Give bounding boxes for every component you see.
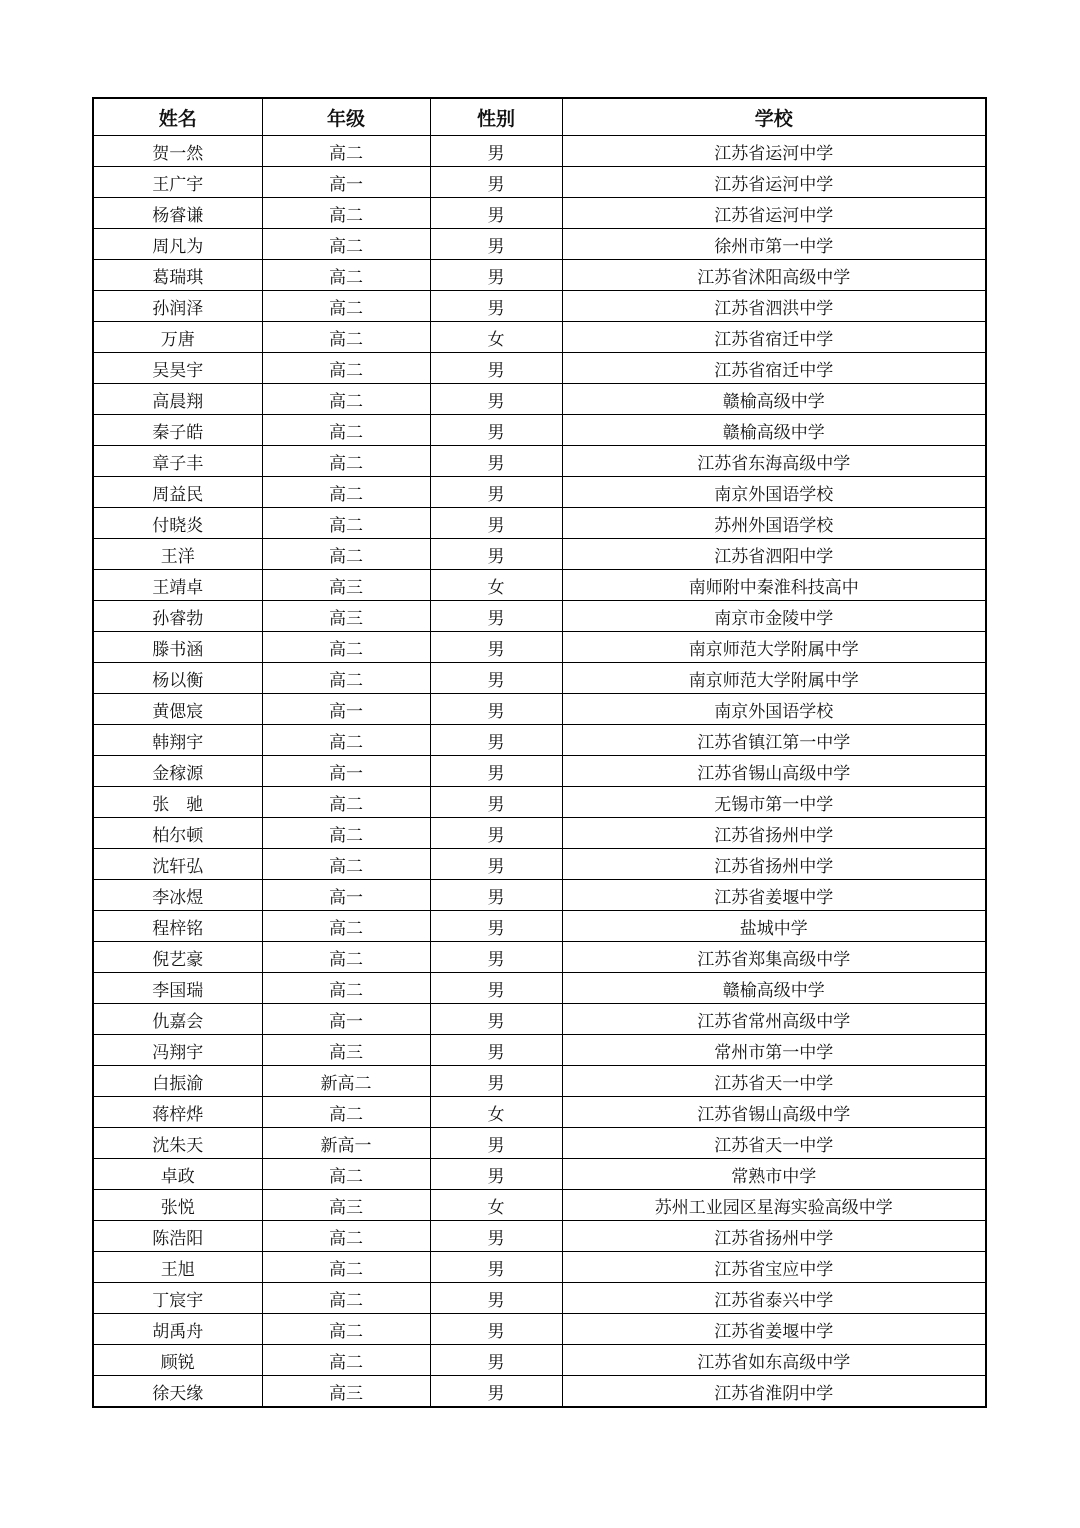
cell-grade: 高二: [262, 291, 430, 322]
cell-gender: 男: [430, 818, 562, 849]
table-row: [93, 1190, 986, 1221]
cell-name: 倪艺豪: [93, 942, 262, 973]
header-gender: 性别: [430, 98, 562, 136]
cell-name: 孙睿勃: [93, 601, 262, 632]
cell-gender: 男: [430, 1066, 562, 1097]
cell-grade: 高一: [262, 694, 430, 725]
table-body: [93, 136, 986, 1408]
table-row: [93, 973, 986, 1004]
cell-school: 江苏省锡山高级中学: [562, 756, 986, 787]
cell-gender: 男: [430, 1128, 562, 1159]
table-row: [93, 880, 986, 911]
table-row: [93, 539, 986, 570]
cell-name: 王广宇: [93, 167, 262, 198]
table-row: [93, 291, 986, 322]
cell-name: 丁宸宇: [93, 1283, 262, 1314]
cell-name: 陈浩阳: [93, 1221, 262, 1252]
cell-grade: 高三: [262, 1190, 430, 1221]
table-row: [93, 136, 986, 167]
cell-school: 江苏省运河中学: [562, 136, 986, 167]
table-row: [93, 508, 986, 539]
table-row: [93, 1128, 986, 1159]
cell-school: 江苏省天一中学: [562, 1066, 986, 1097]
cell-name: 秦子皓: [93, 415, 262, 446]
cell-gender: 男: [430, 508, 562, 539]
cell-grade: 高三: [262, 601, 430, 632]
cell-grade: 高二: [262, 1283, 430, 1314]
cell-grade: 高二: [262, 1314, 430, 1345]
cell-school: 江苏省运河中学: [562, 198, 986, 229]
cell-school: 盐城中学: [562, 911, 986, 942]
cell-name: 万唐: [93, 322, 262, 353]
cell-name: 吴昊宇: [93, 353, 262, 384]
cell-gender: 男: [430, 1345, 562, 1376]
cell-school: 江苏省扬州中学: [562, 849, 986, 880]
cell-name: 韩翔宇: [93, 725, 262, 756]
table-row: [93, 570, 986, 601]
cell-gender: 男: [430, 136, 562, 167]
cell-grade: 高三: [262, 1035, 430, 1066]
cell-gender: 女: [430, 570, 562, 601]
cell-name: 周益民: [93, 477, 262, 508]
cell-school: 江苏省宝应中学: [562, 1252, 986, 1283]
cell-gender: 男: [430, 601, 562, 632]
cell-school: 南京外国语学校: [562, 477, 986, 508]
table-row: [93, 229, 986, 260]
cell-grade: 高二: [262, 725, 430, 756]
table-row: [93, 1159, 986, 1190]
cell-gender: 男: [430, 477, 562, 508]
table-row: [93, 1252, 986, 1283]
table-row: [93, 1376, 986, 1408]
cell-name: 卓政: [93, 1159, 262, 1190]
table-row: [93, 756, 986, 787]
cell-school: 江苏省天一中学: [562, 1128, 986, 1159]
cell-grade: 高二: [262, 1252, 430, 1283]
cell-gender: 女: [430, 322, 562, 353]
cell-grade: 高二: [262, 229, 430, 260]
cell-grade: 高三: [262, 570, 430, 601]
cell-gender: 男: [430, 1221, 562, 1252]
cell-gender: 男: [430, 663, 562, 694]
cell-name: 付晓炎: [93, 508, 262, 539]
cell-name: 顾锐: [93, 1345, 262, 1376]
cell-name: 王洋: [93, 539, 262, 570]
table-row: [93, 477, 986, 508]
cell-grade: 高二: [262, 1345, 430, 1376]
cell-grade: 新高二: [262, 1066, 430, 1097]
cell-name: 李国瑞: [93, 973, 262, 1004]
table-row: [93, 663, 986, 694]
cell-gender: 男: [430, 167, 562, 198]
table-row: [93, 1283, 986, 1314]
cell-name: 杨睿谦: [93, 198, 262, 229]
cell-name: 柏尔顿: [93, 818, 262, 849]
table-row: [93, 167, 986, 198]
cell-name: 仇嘉会: [93, 1004, 262, 1035]
cell-school: 江苏省运河中学: [562, 167, 986, 198]
cell-name: 周凡为: [93, 229, 262, 260]
cell-gender: 男: [430, 942, 562, 973]
cell-grade: 高二: [262, 1097, 430, 1128]
table-row: [93, 632, 986, 663]
cell-school: 江苏省泗洪中学: [562, 291, 986, 322]
cell-gender: 男: [430, 446, 562, 477]
cell-gender: 男: [430, 880, 562, 911]
cell-school: 无锡市第一中学: [562, 787, 986, 818]
cell-name: 章子丰: [93, 446, 262, 477]
cell-gender: 男: [430, 911, 562, 942]
table-row: [93, 415, 986, 446]
table-row: [93, 353, 986, 384]
cell-school: 江苏省姜堰中学: [562, 1314, 986, 1345]
cell-school: 徐州市第一中学: [562, 229, 986, 260]
cell-school: 江苏省东海高级中学: [562, 446, 986, 477]
table-row: [93, 818, 986, 849]
cell-name: 程梓铭: [93, 911, 262, 942]
cell-grade: 高一: [262, 167, 430, 198]
cell-gender: 男: [430, 539, 562, 570]
cell-name: 沈朱天: [93, 1128, 262, 1159]
cell-school: 赣榆高级中学: [562, 973, 986, 1004]
cell-name: 金稼源: [93, 756, 262, 787]
cell-grade: 高二: [262, 663, 430, 694]
cell-grade: 高二: [262, 632, 430, 663]
cell-school: 苏州工业园区星海实验高级中学: [562, 1190, 986, 1221]
cell-school: 江苏省淮阴中学: [562, 1376, 986, 1408]
cell-name: 张悦: [93, 1190, 262, 1221]
cell-name: 胡禹舟: [93, 1314, 262, 1345]
cell-gender: 男: [430, 1004, 562, 1035]
cell-grade: 高二: [262, 508, 430, 539]
cell-name: 王旭: [93, 1252, 262, 1283]
table-row: [93, 694, 986, 725]
cell-grade: 高二: [262, 322, 430, 353]
cell-school: 南京师范大学附属中学: [562, 632, 986, 663]
cell-gender: 男: [430, 1159, 562, 1190]
cell-gender: 男: [430, 849, 562, 880]
table-row: [93, 787, 986, 818]
table-row: [93, 1035, 986, 1066]
cell-gender: 男: [430, 694, 562, 725]
cell-school: 江苏省扬州中学: [562, 1221, 986, 1252]
cell-grade: 高三: [262, 1376, 430, 1408]
cell-name: 白振渝: [93, 1066, 262, 1097]
cell-name: 贺一然: [93, 136, 262, 167]
table-header: [93, 98, 986, 136]
cell-gender: 男: [430, 1376, 562, 1408]
table-row: [93, 322, 986, 353]
cell-grade: 高二: [262, 353, 430, 384]
cell-name: 滕书涵: [93, 632, 262, 663]
cell-grade: 高一: [262, 1004, 430, 1035]
cell-gender: 男: [430, 1035, 562, 1066]
cell-grade: 高二: [262, 942, 430, 973]
header-grade: 年级: [262, 98, 430, 136]
table-row: [93, 942, 986, 973]
cell-grade: 高二: [262, 539, 430, 570]
table-row: [93, 1314, 986, 1345]
cell-grade: 高二: [262, 136, 430, 167]
cell-school: 南京师范大学附属中学: [562, 663, 986, 694]
table-row: [93, 1097, 986, 1128]
header-name: 姓名: [93, 98, 262, 136]
cell-name: 李冰煜: [93, 880, 262, 911]
cell-name: 张 驰: [93, 787, 262, 818]
cell-grade: 高二: [262, 1159, 430, 1190]
cell-gender: 女: [430, 1190, 562, 1221]
cell-grade: 高二: [262, 260, 430, 291]
cell-name: 高晨翔: [93, 384, 262, 415]
cell-name: 葛瑞琪: [93, 260, 262, 291]
cell-grade: 高二: [262, 384, 430, 415]
cell-gender: 男: [430, 260, 562, 291]
cell-name: 沈轩弘: [93, 849, 262, 880]
cell-gender: 男: [430, 1252, 562, 1283]
cell-school: 常州市第一中学: [562, 1035, 986, 1066]
table-row: [93, 849, 986, 880]
cell-grade: 高一: [262, 880, 430, 911]
student-list-table-container: [92, 97, 987, 1408]
table-row: [93, 198, 986, 229]
header-row: [93, 98, 986, 136]
cell-grade: 高二: [262, 446, 430, 477]
cell-name: 王靖卓: [93, 570, 262, 601]
cell-gender: 男: [430, 384, 562, 415]
cell-grade: 高二: [262, 415, 430, 446]
student-list-table: [92, 97, 987, 1408]
cell-gender: 女: [430, 1097, 562, 1128]
cell-school: 江苏省如东高级中学: [562, 1345, 986, 1376]
cell-school: 南师附中秦淮科技高中: [562, 570, 986, 601]
cell-school: 江苏省宿迁中学: [562, 322, 986, 353]
cell-name: 徐天缘: [93, 1376, 262, 1408]
table-row: [93, 725, 986, 756]
cell-name: 黄偲宸: [93, 694, 262, 725]
cell-gender: 男: [430, 973, 562, 1004]
cell-school: 江苏省镇江第一中学: [562, 725, 986, 756]
table-row: [93, 1004, 986, 1035]
cell-name: 蒋梓烨: [93, 1097, 262, 1128]
table-row: [93, 260, 986, 291]
cell-gender: 男: [430, 756, 562, 787]
cell-grade: 高二: [262, 973, 430, 1004]
cell-school: 江苏省宿迁中学: [562, 353, 986, 384]
cell-gender: 男: [430, 291, 562, 322]
cell-gender: 男: [430, 198, 562, 229]
cell-grade: 高二: [262, 477, 430, 508]
table-row: [93, 446, 986, 477]
cell-school: 江苏省锡山高级中学: [562, 1097, 986, 1128]
cell-gender: 男: [430, 632, 562, 663]
table-row: [93, 601, 986, 632]
cell-grade: 新高一: [262, 1128, 430, 1159]
cell-name: 冯翔宇: [93, 1035, 262, 1066]
cell-school: 江苏省扬州中学: [562, 818, 986, 849]
cell-school: 南京市金陵中学: [562, 601, 986, 632]
cell-gender: 男: [430, 1314, 562, 1345]
cell-name: 孙润泽: [93, 291, 262, 322]
cell-name: 杨以衡: [93, 663, 262, 694]
cell-gender: 男: [430, 415, 562, 446]
table-row: [93, 1345, 986, 1376]
cell-school: 江苏省泰兴中学: [562, 1283, 986, 1314]
cell-grade: 高二: [262, 787, 430, 818]
cell-gender: 男: [430, 353, 562, 384]
cell-school: 苏州外国语学校: [562, 508, 986, 539]
header-school: 学校: [562, 98, 986, 136]
cell-gender: 男: [430, 1283, 562, 1314]
cell-school: 江苏省泗阳中学: [562, 539, 986, 570]
cell-grade: 高二: [262, 911, 430, 942]
cell-school: 南京外国语学校: [562, 694, 986, 725]
cell-grade: 高二: [262, 1221, 430, 1252]
cell-school: 常熟市中学: [562, 1159, 986, 1190]
cell-school: 江苏省沭阳高级中学: [562, 260, 986, 291]
table-row: [93, 911, 986, 942]
cell-school: 赣榆高级中学: [562, 415, 986, 446]
cell-school: 江苏省常州高级中学: [562, 1004, 986, 1035]
cell-gender: 男: [430, 787, 562, 818]
table-row: [93, 384, 986, 415]
cell-school: 江苏省郑集高级中学: [562, 942, 986, 973]
cell-gender: 男: [430, 229, 562, 260]
cell-gender: 男: [430, 725, 562, 756]
cell-grade: 高二: [262, 818, 430, 849]
cell-grade: 高二: [262, 849, 430, 880]
cell-grade: 高二: [262, 198, 430, 229]
cell-grade: 高一: [262, 756, 430, 787]
table-row: [93, 1221, 986, 1252]
table-row: [93, 1066, 986, 1097]
cell-school: 江苏省姜堰中学: [562, 880, 986, 911]
cell-school: 赣榆高级中学: [562, 384, 986, 415]
